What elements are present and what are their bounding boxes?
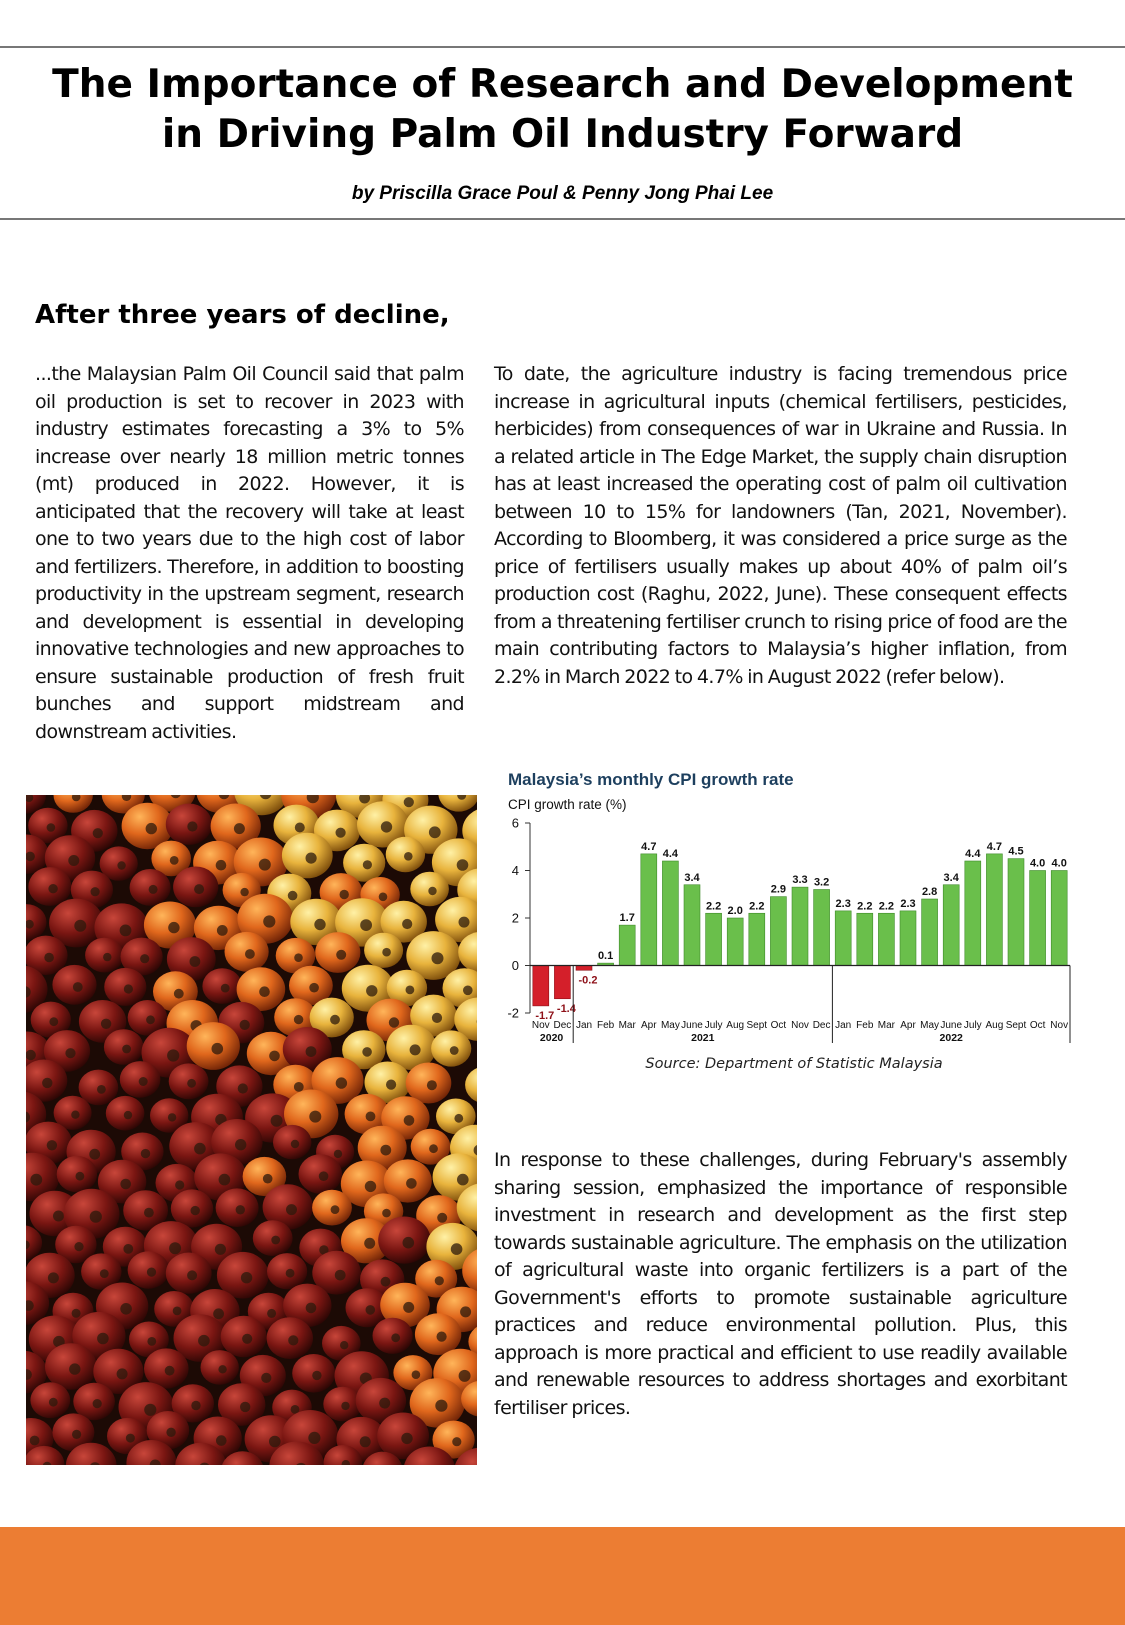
y-tick-label: -2 [507, 1005, 519, 1021]
article-title: The Importance of Research and Development in Driving Palm Oil Industry Forward [52, 62, 1073, 157]
palm-fruit-tip [213, 1308, 224, 1319]
bar-value-label: 2.2 [878, 900, 895, 913]
x-tick-label: June [681, 1020, 703, 1031]
palm-fruit-tip [165, 1366, 175, 1376]
palm-fruit-tip [457, 859, 469, 871]
palm-fruit-tip [48, 1272, 59, 1283]
palm-fruit-tip [437, 1213, 447, 1223]
paragraph-right-1: To date, the agriculture industry is facing tremendous price increase in agricultural inputs (chemical fertilisers, pesticides, herbicides) from consequences of war in Ukraine and Russia. In a related article in The Edge Market, the supply chain disruption has at least increased the operating cost of palm oil cultivation between 10 to 15% for landowners (Tan, 2021, November). According to Bloomberg, it was considered a price surge as the price of fertilisers usually makes up about 40% of palm oil’s production cost (Raghu, 2022, June). These consequent effects from a threatening fertiliser crunch to rising price of food are the main contributing factors to Malaysia’s higher inflation, from 2.2% in March 2022 to 4.7% in August 2022 (refer below). [494, 363, 1067, 688]
chart-bar [965, 861, 981, 966]
x-tick-label: July [963, 1020, 982, 1031]
palm-fruit-tip [435, 1276, 444, 1285]
palm-fruit-tip [49, 1398, 58, 1407]
palm-fruit-tip [403, 1302, 414, 1313]
bar-value-label: 2.2 [857, 900, 873, 913]
chart-bar [749, 913, 765, 965]
chart-bar [619, 925, 635, 965]
palm-fruit-tip [366, 985, 377, 996]
palm-fruit-tip [240, 888, 248, 896]
palm-fruit-tip [294, 953, 303, 962]
palm-fruit-tip [291, 1405, 300, 1414]
palm-fruit-tip [117, 1368, 128, 1379]
palm-fruit-tip [191, 1401, 200, 1410]
palm-fruit-tip [460, 1306, 471, 1317]
x-tick-label: July [704, 1020, 723, 1031]
palm-fruit-tip [412, 1370, 421, 1379]
paragraph-left: ...the Malaysian Palm Oil Council said that palm oil production is set to recover in 2023 with industry estimates forecasting a 3% to 5% increase over nearly 18 million metric tonnes (mt) produced in 2022. However, it is anticipated that the recovery will take at least one to two years due to the high cost of labor and fertilizers. Therefore, in addition to boosting productivity in the upstream segment, research and development is essential in developing innovative technologies and new approaches to ensure sustainable production of fresh fruit bunches and support midstream and downstream activities. [35, 363, 464, 743]
palm-fruit-tip [124, 984, 133, 993]
palm-fruit-tip [76, 1172, 85, 1181]
bar-value-label: 3.4 [943, 871, 959, 884]
palm-fruit-tip [74, 920, 86, 932]
palm-fruit-tip [146, 1015, 155, 1024]
palm-fruit-tip [191, 1206, 200, 1215]
palm-fruit-tip [30, 1436, 40, 1446]
palm-fruit-tip [170, 856, 179, 865]
palm-fruit-tip [451, 1243, 463, 1255]
palm-fruit-tip [65, 1048, 75, 1058]
palm-fruit-tip [117, 861, 125, 869]
palm-fruit-tip [336, 950, 346, 960]
palm-fruit-tip [306, 1046, 317, 1057]
palm-fruit-tip [175, 1180, 184, 1189]
palm-fruit-tip [100, 1269, 109, 1278]
palm-fruit-tip [341, 1402, 349, 1410]
x-tick-label: Nov [1050, 1020, 1069, 1031]
palm-fruit-tip [286, 1204, 297, 1215]
palm-fruit-tip [49, 1017, 58, 1026]
palm-fruit-tip [93, 1399, 102, 1408]
palm-fruit-tip [144, 1208, 154, 1218]
palm-fruit-tip [330, 1015, 340, 1025]
palm-fruit-tip [47, 823, 56, 832]
y-tick-label: 4 [511, 863, 519, 878]
palm-fruit-tip [404, 797, 414, 807]
palm-fruit-tip [149, 885, 158, 894]
palm-fruit-tip [167, 1049, 179, 1061]
palm-fruit-tip [42, 1078, 52, 1088]
palm-fruit-tip [120, 1303, 132, 1315]
chart-bar [684, 885, 700, 966]
palm-fruit-tip [91, 887, 100, 896]
palm-fruit-tip [295, 823, 305, 833]
palm-fruit-tip [74, 1242, 83, 1251]
palm-fruit-tip [238, 1083, 248, 1093]
chart-bar [1030, 871, 1046, 966]
palm-fruit-tip [309, 1111, 321, 1123]
palm-fruit-tip [168, 1113, 176, 1121]
chart-bar [857, 913, 873, 965]
palm-fruit-tip [306, 853, 317, 864]
palm-fruit-tip [381, 1277, 391, 1287]
chart-source-note: Source: Department of Statistic Malaysia [645, 1056, 943, 1072]
chart-bar [727, 918, 743, 966]
y-tick-label: 0 [511, 958, 519, 973]
x-tick-label: May [660, 1020, 680, 1031]
y-tick-label: 6 [511, 815, 519, 831]
palm-fruit-tip [435, 1400, 447, 1412]
x-tick-label: Sept [1005, 1020, 1027, 1031]
palm-fruit-tip [44, 953, 54, 963]
palm-fruit-tip [103, 953, 111, 961]
palm-fruit-tip [234, 823, 245, 834]
chart-bar [900, 911, 916, 966]
palm-fruit-tip [319, 1171, 329, 1181]
chart-bar [922, 899, 938, 966]
palm-fruit-tip [288, 891, 298, 901]
bar-value-label: 4.0 [1051, 857, 1067, 870]
palm-fruit-tip [126, 1434, 135, 1443]
palm-fruit-tip [173, 1307, 182, 1316]
palm-fruit-tip [459, 917, 470, 928]
palm-fruit-tip [336, 1077, 347, 1088]
bar-value-label: 1.7 [619, 912, 635, 925]
palm-fruit-tip [73, 982, 83, 992]
chart-bar [878, 913, 894, 965]
palm-fruit-tip [166, 1428, 175, 1437]
palm-fruit-tip [259, 986, 270, 997]
palm-fruit-tip [404, 1115, 415, 1126]
palm-fruit-tip [457, 1174, 469, 1186]
x-tick-label: June [940, 1020, 963, 1031]
palm-fruit-tip [241, 1272, 252, 1283]
palm-fruit-tip [168, 922, 179, 933]
palm-fruit-tip [331, 1205, 340, 1214]
x-tick-label: Mar [618, 1020, 636, 1031]
palm-fruit-tip [245, 949, 255, 959]
header-bottom-rule [0, 218, 1125, 220]
paragraph-right-2: In response to these challenges, during February's assembly sharing session, emphasized the importance of responsible investment in research and development as the first step towards sustainable agriculture. The emphasis on the utilization of agricultural waste into organic fertilizers is a part of the Government's efforts to promote sustainable agriculture practices and reduce environmental pollution. Plus, this approach is more practical and efficient to use readily available and renewable resources to address shortages and exorbitant fertiliser prices. [494, 1149, 1067, 1419]
palm-fruit-tip [379, 893, 388, 902]
palm-fruit-tip [429, 826, 441, 838]
y-tick-label: 2 [511, 910, 519, 926]
palm-fruit-tip [146, 823, 157, 834]
palm-fruit-tip [336, 828, 346, 838]
x-tick-label: Feb [596, 1020, 615, 1031]
palm-fruit-tip [47, 1140, 57, 1150]
bar-value-label: 4.7 [641, 840, 657, 853]
palm-fruit-tip [403, 1237, 415, 1249]
palm-fruit-tip [286, 1269, 295, 1278]
palm-fruit-tip [140, 954, 149, 963]
palm-fruit-tip [72, 1430, 81, 1439]
palm-fruit-tip [437, 1332, 447, 1342]
palm-fruit-tip [267, 1309, 276, 1318]
palm-fruit-tip [236, 1205, 245, 1214]
palm-fruit-tip [93, 828, 103, 838]
x-tick-label: Mar [877, 1020, 896, 1031]
palm-fruit-tip [187, 1270, 197, 1280]
palm-fruit-tip [382, 948, 391, 957]
palm-fruit-tip [120, 1179, 131, 1190]
x-tick-label: Oct [1029, 1020, 1046, 1031]
palm-fruit-tip [340, 1341, 348, 1349]
year-group-label: 2020 [539, 1032, 564, 1044]
palm-fruit-tip [381, 821, 392, 832]
palm-fruit-tip [288, 1335, 298, 1345]
x-tick-label: Sept [746, 1020, 768, 1031]
bar-value-label: 4.4 [965, 848, 981, 860]
year-group-label: 2021 [691, 1032, 715, 1044]
bar-value-label: 2.8 [921, 886, 938, 898]
palm-fruit-tip [219, 1174, 231, 1186]
palm-fruit-tip [69, 1363, 80, 1374]
palm-fruit-tip [242, 1334, 252, 1344]
palm-fruit-tip [366, 1112, 376, 1122]
section-heading: After three years of decline, [35, 300, 450, 330]
palm-fruit-tip [141, 1149, 150, 1158]
bar-value-label: 0.1 [597, 950, 614, 963]
footer-band [0, 1527, 1125, 1625]
palm-fruit-tip [306, 1303, 317, 1314]
palm-fruit-tip [404, 852, 413, 861]
palm-fruit-tip [90, 1211, 102, 1223]
chart-bar [576, 966, 592, 971]
palm-fruit-tip [450, 1046, 459, 1055]
chart-title: Malaysia’s monthly CPI growth rate [508, 770, 794, 789]
palm-fruit-tip [340, 890, 349, 899]
chart-bar [641, 854, 657, 966]
palm-fruit-tip [294, 1015, 303, 1024]
palm-fruit-tip [401, 1433, 412, 1444]
bar-value-label: 2.9 [770, 883, 787, 896]
x-tick-label: Jan [835, 1020, 852, 1031]
palm-fruit-tip [463, 986, 473, 996]
palm-fruit-tip [215, 1244, 226, 1255]
palm-fruit-tip [190, 956, 201, 967]
palm-fruit-tip [235, 1139, 246, 1150]
article-byline: by Priscilla Grace Poul & Penny Jong Phai Lee [351, 183, 774, 204]
palm-fruit-tip [271, 1236, 280, 1245]
palm-fruit-tip [335, 1270, 346, 1281]
palm-fruit-tip [410, 1044, 421, 1055]
palm-fruit-tip [259, 859, 271, 871]
palm-fruit-tip [174, 989, 184, 999]
palm-fruit-tip [269, 1436, 281, 1448]
bar-value-label: 2.0 [727, 905, 743, 917]
header-top-rule [0, 46, 1125, 48]
palm-fruit-tip [221, 984, 230, 993]
palm-fruit-tip [53, 1211, 64, 1222]
palm-fruit-tip [89, 1149, 100, 1160]
x-tick-label: Aug [726, 1020, 745, 1031]
palm-fruit-tip [271, 1115, 283, 1127]
palm-fruit-tip [365, 1181, 376, 1192]
palm-fruit-tip [124, 1111, 132, 1119]
x-tick-label: Feb [856, 1020, 874, 1031]
palm-fruit-tip [364, 1238, 375, 1249]
palm-fruit-tip [309, 983, 319, 993]
chart-bar [1008, 859, 1024, 966]
chart-bar [943, 885, 959, 966]
palm-fruit-tip [144, 1404, 156, 1416]
palm-fruit-tip [68, 855, 79, 866]
cpi-chart [500, 763, 1075, 1063]
palm-fruit-tip [122, 1045, 131, 1054]
palm-fruit-tip [406, 986, 415, 995]
palm-fruit-tip [382, 1209, 391, 1218]
palm-fruit-tip [308, 1432, 320, 1444]
chart-bar [814, 890, 830, 966]
palm-fruit-tip [123, 1244, 133, 1254]
palm-fruit-tip [380, 1145, 391, 1156]
chart-bar [1051, 871, 1067, 966]
palm-fruit-tip [240, 1020, 250, 1030]
chart-bar [770, 897, 786, 966]
x-tick-label: Oct [770, 1020, 787, 1031]
palm-fruit-tip [218, 1365, 226, 1373]
palm-fruit-tip [429, 1144, 438, 1153]
palm-fruit-tip [291, 1140, 299, 1148]
bar-value-label: -0.2 [578, 974, 598, 987]
bar-value-label: 3.2 [813, 876, 830, 889]
bar-value-label: 2.2 [749, 900, 765, 913]
palm-fruit-tip [263, 1174, 273, 1184]
palm-fruit-tip [386, 1080, 396, 1090]
palm-fruit-tip [406, 1178, 417, 1189]
palm-fruit-tip [428, 887, 436, 895]
palm-fruit-tip [366, 1305, 376, 1315]
palm-fruit-tip [294, 1082, 304, 1092]
x-tick-label: May [920, 1020, 940, 1031]
palm-fruit-tip [72, 1309, 81, 1318]
palm-fruit-tip [389, 1017, 399, 1027]
x-tick-label: Nov [531, 1020, 550, 1031]
palm-fruit-tip [360, 1436, 371, 1447]
bar-value-label: 3.3 [792, 874, 808, 887]
bar-value-label: 4.4 [662, 848, 679, 860]
chart-bar [533, 966, 549, 1006]
year-group-label: 2022 [939, 1032, 963, 1044]
palm-fruit-tip [101, 1019, 111, 1029]
palm-fruit-tip [97, 1085, 106, 1094]
palm-fruit-tip [198, 1335, 210, 1347]
palm-fruit-tip [360, 919, 372, 931]
bar-value-label: 2.3 [900, 897, 916, 910]
bar-value-label: -1.7 [535, 1009, 555, 1022]
palm-fruit-tip [452, 1437, 461, 1446]
palm-fruit-tip [263, 915, 275, 927]
x-tick-label: Dec [553, 1020, 572, 1031]
x-tick-label: Apr [900, 1020, 916, 1031]
palm-fruit-tip [169, 1242, 181, 1254]
bar-value-label: -1.4 [556, 1002, 576, 1015]
chart-bar [554, 966, 570, 999]
x-tick-label: Nov [791, 1020, 809, 1031]
palm-fruit-tip [432, 952, 444, 964]
palm-fruit-tip [139, 1077, 148, 1086]
bar-value-label: 4.5 [1008, 845, 1024, 858]
palm-fruit-tip [362, 1047, 372, 1057]
palm-fruit-tip [216, 860, 227, 871]
palm-fruit-tip [314, 919, 325, 930]
palm-fruit-tip [217, 925, 228, 936]
palm-fruit-tip [71, 1111, 79, 1119]
x-tick-label: Apr [641, 1020, 657, 1031]
x-tick-label: Jan [575, 1020, 593, 1031]
palm-fruit-tip [459, 1370, 471, 1382]
palm-fruit-tip [194, 1143, 206, 1155]
palm-fruit-tip [30, 1174, 42, 1186]
x-tick-label: Aug [985, 1020, 1004, 1031]
palm-fruit-tip [432, 1013, 442, 1023]
palm-fruit-tip [147, 1337, 156, 1346]
palm-fruit-tip [120, 925, 132, 937]
palm-fruit-tip [391, 1333, 400, 1342]
palm-fruit-tip [194, 884, 204, 894]
palm-fruit-tip [216, 1435, 227, 1446]
palm-fruit-tip [402, 919, 412, 929]
x-tick-label: Dec [812, 1020, 831, 1031]
palm-fruit-tip [261, 1373, 271, 1383]
palm-fruit-tip [379, 1398, 390, 1409]
chart-bar [792, 887, 808, 965]
palm-fruit-tip [97, 1333, 109, 1345]
palm-fruit-tip [427, 1080, 437, 1090]
chart-y-axis-label: CPI growth rate (%) [508, 797, 627, 812]
bar-value-label: 2.2 [705, 900, 722, 913]
palm-fruit-tip [187, 821, 197, 831]
bar-value-label: 3.4 [684, 871, 700, 884]
palm-fruit-tip [48, 884, 57, 893]
palm-fruit-tip [363, 860, 372, 869]
palm-fruit-tip [454, 1114, 463, 1123]
palm-fruit-tip [240, 1402, 250, 1412]
chart-bar [662, 861, 678, 966]
palm-fruit-tip [187, 1079, 196, 1088]
palm-fruit-tip [269, 1051, 280, 1062]
bar-value-label: 4.7 [986, 840, 1003, 853]
palm-fruit-tip [312, 1371, 321, 1380]
chart-bar [986, 854, 1002, 966]
palm-fruit-tip [212, 1043, 224, 1055]
palm-fruit-tip [334, 1150, 342, 1158]
bar-value-label: 4.0 [1029, 857, 1046, 870]
chart-bar [706, 913, 722, 965]
chart-bar [835, 911, 851, 966]
bar-value-label: 2.3 [835, 897, 851, 910]
palm-fruit-photo [26, 795, 477, 1465]
palm-fruit-tip [147, 1268, 156, 1277]
